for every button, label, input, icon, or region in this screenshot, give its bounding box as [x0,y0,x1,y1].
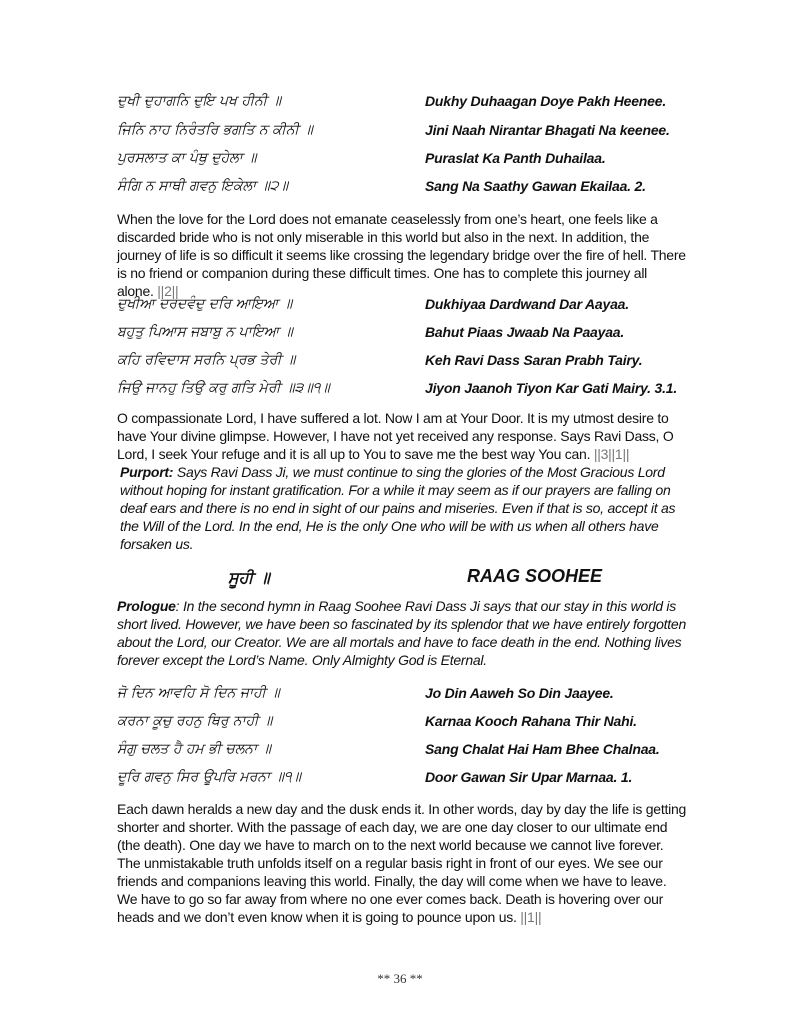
gurmukhi-line: ਜਿਉ ਜਾਨਹੁ ਤਿਉ ਕਰੁ ਗਤਿ ਮੇਰੀ ॥੩॥੧॥ [117,380,330,396]
explanation-text: O compassionate Lord, I have suffered a lot. Now I am at Your Door. It is my utmost desire to have Your divine glimpse. However, I have not yet received any response. Says Ravi Dass, O Lord, I seek Your refuge and it is all up to You to save me the best way You can. [117,410,674,462]
verse-line [117,178,647,204]
gurmukhi-line: ਪੁਰਸਲਾਤ ਕਾ ਪੰਥੁ ਦੁਹੇਲਾ ॥ [117,150,257,166]
gurmukhi-line: ਸੰਗਿ ਨ ਸਾਥੀ ਗਵਨੁ ਇਕੇਲਾ ॥੨॥ [117,178,289,194]
verse-line [117,741,660,767]
gurmukhi-line: ਸੰਗੁ ਚਲਤ ਹੈ ਹਮ ਭੀ ਚਲਨਾ ॥ [117,741,271,757]
prologue-text: : In the second hymn in Raag Soohee Ravi Dass Ji says that our stay in this world is short lived. However, we have been so fascinated by its splendor that we have entirely forgotten about the Lord, our Creator. We are all mortals and have to face death in the end. Nothing lives forever except the Lord’s Name. Only Almighty God is Eternal. [117,598,687,668]
explanation-text: When the love for the Lord does not emanate ceaselessly from one’s heart, one feels like a discarded bride who is not only miserable in this world but also in the next. In addition, the journey of life is so difficult it seems like crossing the legendary bridge over the fire of hell. There is no friend or companion during these difficult times. One has to complete this journey all alone. [117,211,686,299]
roman-transliteration: Jiyon Jaanoh Tiyon Kar Gati Mairy. 3.1. [425,380,678,396]
verse-line [117,93,667,119]
roman-transliteration: Sang Na Saathy Gawan Ekailaa. 2. [425,178,646,194]
gurmukhi-line: ਬਹੁਤੁ ਪਿਆਸ ਜਬਾਬੁ ਨ ਪਾਇਆ ॥ [117,324,293,340]
roman-transliteration: Jo Din Aaweh So Din Jaayee. [425,685,614,701]
prologue-paragraph [117,597,687,669]
verse-line [117,769,647,795]
verse-line [117,150,647,176]
explanation-paragraph-2 [117,409,687,463]
verse-mark: ||3||1|| [593,446,630,462]
roman-transliteration: Dukhiyaa Dardwand Dar Aayaa. [425,296,629,312]
roman-transliteration: Karnaa Kooch Rahana Thir Nahi. [425,713,637,729]
gurmukhi-line: ਜੋ ਦਿਨ ਆਵਹਿ ਸੋ ਦਿਨ ਜਾਹੀ ॥ [117,685,280,701]
verse-line [117,122,670,148]
section-heading-roman: RAAG SOOHEE [467,566,603,586]
explanation-paragraph-1 [117,210,687,300]
gurmukhi-line: ਜਿਨਿ ਨਾਹ ਨਿਰੰਤਰਿ ਭਗਤਿ ਨ ਕੀਨੀ ॥ [117,122,313,138]
page-number: ** 36 ** [377,971,423,986]
purport-paragraph [117,463,690,553]
explanation-paragraph-3 [117,800,687,926]
roman-transliteration: Dukhy Duhaagan Doye Pakh Heenee. [425,93,667,109]
gurmukhi-line: ਕਰਨਾ ਕੂਚੁ ਰਹਨੁ ਥਿਰੁ ਨਾਹੀ ॥ [117,713,273,729]
explanation-text: Each dawn heralds a new day and the dusk ends it. In other words, day by day the life is getting shorter and shorter. With the passage of each day, we are one day closer to our ultimate end (the death). One day we have to march on to the next world because we cannot live forever. The unmistakable truth unfolds itself on a regular basis right in front of our eyes. We see our friends and companions leaving this world. Finally, the day will come when we have to leave. We have to go so far away from where no one ever comes back. Death is hovering over our heads and we don’t even know when it is going to pounce upon us. [117,801,687,925]
roman-transliteration: Sang Chalat Hai Ham Bhee Chalnaa. [425,741,660,757]
gurmukhi-line: ਦੁਖੀਆ ਦਰਦਵੰਦੁ ਦਰਿ ਆਇਆ ॥ [117,296,293,312]
roman-transliteration: Keh Ravi Dass Saran Prabh Tairy. [425,352,643,368]
purport-label: Purport: [120,464,174,480]
verse-line [117,380,678,406]
verse-line [117,324,647,350]
verse-line [117,352,647,378]
roman-transliteration: Jini Naah Nirantar Bhagati Na keenee. [425,122,670,138]
purport-text: Says Ravi Dass Ji, we must continue to sing the glories of the Most Gracious Lord without hoping for instant gratification. For a while it may seem as if our prayers are falling on deaf ears and there is no end in sight of our pains and miseries. Even if that is so, accept it as the Will of the Lord. In the end, He is the only One who will be with us when all others have forsaken us. [120,464,676,552]
gurmukhi-line: ਦੂਰਿ ਗਵਨੁ ਸਿਰ ਊਪਰਿ ਮਰਨਾ ॥੧॥ [117,769,301,785]
roman-transliteration: Bahut Piaas Jwaab Na Paayaa. [425,324,625,340]
verse-line [117,713,647,739]
gurmukhi-line: ਕਹਿ ਰਵਿਦਾਸ ਸਰਨਿ ਪ੍ਰਭ ਤੇਰੀ ॥ [117,352,296,368]
verse-line [117,296,647,322]
verse-line [117,685,647,711]
prologue-label: Prologue [117,598,176,614]
roman-transliteration: Puraslat Ka Panth Duhailaa. [425,150,606,166]
verse-mark: ||2|| [157,283,179,299]
roman-transliteration: Door Gawan Sir Upar Marnaa. 1. [425,769,633,785]
section-heading-gurmukhi: ਸੂਹੀ ॥ [228,568,270,587]
gurmukhi-line: ਦੁਖੀ ਦੁਹਾਗਨਿ ਦੁਇ ਪਖ ਹੀਨੀ ॥ [117,93,282,109]
verse-mark: ||1|| [520,909,542,925]
